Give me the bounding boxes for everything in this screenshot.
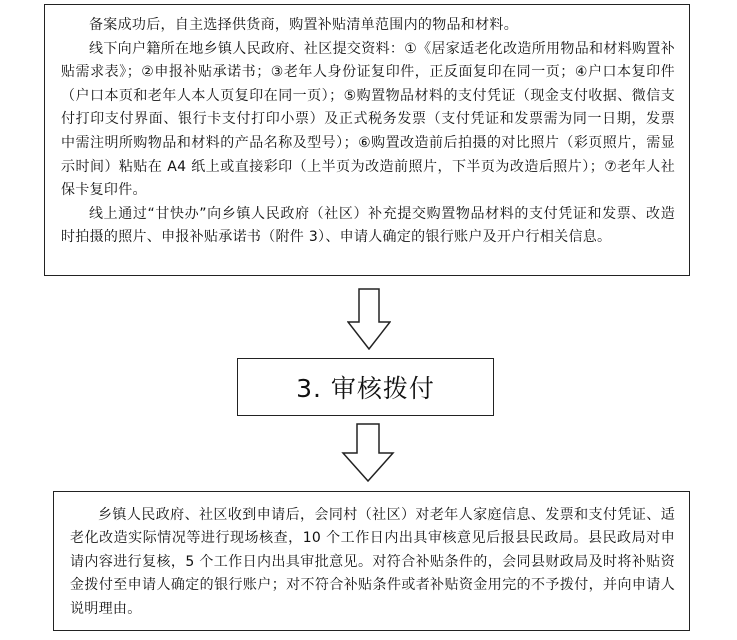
down-arrow-icon <box>341 423 395 483</box>
paragraph-purchase: 备案成功后，自主选择供货商，购置补贴清单范围内的物品和材料。 <box>89 17 518 33</box>
submission-materials-box <box>44 4 690 276</box>
step-title: 3. 审核拨付 <box>296 374 435 403</box>
paragraph-offline-submission: 线下向户籍所在地乡镇人民政府、社区提交资料：①《居家适老化改造所用物品和材料购置补贴需求表》；②申报补贴承诺书；③老年人身份证复印件，正反面复印在同一页；④户口本复印件（户口本页和老年人本人页复印在同一页）；⑤购置物品材料的支付凭证（现金支付收据、微信支付打印支付界面、银行卡支付打印小票）及正式税务发票（支付凭证和发票需为同一日期，发票中需注明所购物品和材料的产品名称及型号）；⑥购置改造前后拍摄的对比照片（彩页照片，需显示时间）粘贴在 A4 纸上或直接彩印（上半页为改造前照片，下半页为改造后照片）；⑦老年人社保卡复印件。 <box>61 40 675 199</box>
down-arrow-icon <box>347 288 391 350</box>
paragraph-review: 乡镇人民政府、社区收到申请后，会同村（社区）对老年人家庭信息、发票和支付凭证、适老化改造实际情况等进行现场核查，10 个工作日内出具审核意见后报县民政局。县民政局对申请内容进行复核，5 个工作日内出具审批意见。对符合补贴条件的，会同县财政局及时将补贴资金拨付至申请人确定的银行账户；对不符合补贴条件或者补贴资金用完的不予拨付，并向申请人说明理由。 <box>70 507 675 617</box>
step-title-box <box>237 358 494 416</box>
paragraph-online-submission: 线上通过“甘快办”向乡镇人民政府（社区）补充提交购置物品材料的支付凭证和发票、改造时拍摄的照片、申报补贴承诺书（附件 3）、申请人确定的银行账户及开户行相关信息。 <box>61 205 675 246</box>
review-disbursement-box <box>53 491 690 631</box>
